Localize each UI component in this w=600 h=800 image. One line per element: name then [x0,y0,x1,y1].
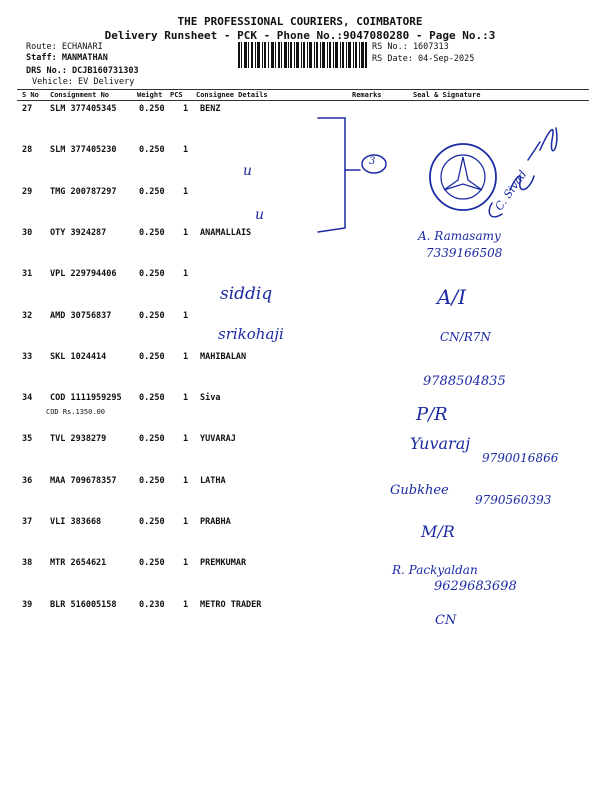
row-consignment: MTR 2654621 [50,558,107,568]
phone-row-38: 9629683698 [434,579,517,594]
row-consignment: TVL 2938279 [50,434,107,444]
row-consignment: COD 1111959295 [50,393,122,403]
row-sno: 39 [22,600,33,610]
phone-row-30: 7339166508 [426,246,503,260]
signature-row-32: CN/R7N [440,330,491,344]
runsheet-subtitle: Delivery Runsheet - PCK - Phone No.:9047080280 - Page No.:3 [104,29,496,42]
row-sno: 34 [22,393,33,403]
handwritten-name-31: siddiq [220,284,273,304]
row-pcs: 1 [183,228,189,238]
row-consignment: OTY 3924287 [50,228,107,238]
row-consignee: LATHA [200,476,226,486]
row-sno: 28 [22,145,33,155]
row-pcs: 1 [183,145,189,155]
row-weight: 0.230 [139,600,165,610]
row-sno: 37 [22,517,33,527]
signature-row-39: CN [435,613,457,628]
row-weight: 0.250 [139,517,165,527]
row-weight: 0.250 [139,187,165,197]
row-pcs: 1 [183,600,189,610]
company-title: THE PROFESSIONAL COURIERS, COIMBATORE [177,15,423,28]
row-weight: 0.250 [139,311,165,321]
row-consignee: ANAMALLAIS [200,228,252,238]
row-consignment: BLR 516005158 [50,600,117,610]
route-label: Route: ECHANARI [26,42,103,52]
drs-number: DRS No.: DCJB160731303 [26,66,139,76]
row-sno: 35 [22,434,33,444]
phone-row-36: 9790560393 [475,493,552,507]
row-weight: 0.250 [139,228,165,238]
row-pcs: 1 [183,311,189,321]
row-sno: 36 [22,476,33,486]
row-sno: 33 [22,352,33,362]
row-consignment: SLM 377405345 [50,104,117,114]
row-consignee: Siva [200,393,221,403]
row-weight: 0.250 [139,104,165,114]
phone-row-35: 9790016866 [482,451,559,465]
bracket-mark [318,118,345,232]
col-seal: Seal & Signature [413,91,481,99]
staff-label: Staff: MANMATHAN [26,53,108,63]
col-remarks: Remarks [352,91,382,99]
col-sno: S No [22,91,39,99]
rs-date: RS Date: 04-Sep-2025 [372,54,475,64]
signature-row-37: M/R [421,522,455,541]
row-pcs: 1 [183,352,189,362]
row-sno: 32 [22,311,33,321]
row-consignment: AMD 30756837 [50,311,112,321]
row-consignee: PRABHA [200,517,231,527]
row-consignment: SKL 1024414 [50,352,107,362]
row-consignment: VLI 383668 [50,517,102,527]
cod-amount-note: COD Rs.1350.00 [46,408,106,416]
row-consignee: BENZ [200,104,221,114]
row-sno: 30 [22,228,33,238]
row-weight: 0.250 [139,352,165,362]
company-stamp [430,144,496,210]
row-consignment: VPL 229794406 [50,269,117,279]
row-weight: 0.250 [139,476,165,486]
signature-row-31: A/I [437,285,467,309]
signature-row-35: Yuvaraj [410,434,471,453]
row-pcs: 1 [183,104,189,114]
handwritten-name-32: srikohaji [218,325,284,343]
row-pcs: 1 [183,187,189,197]
row-pcs: 1 [183,269,189,279]
row-consignee: MAHIBALAN [200,352,247,362]
row-pcs: 1 [183,393,189,403]
signature-row-27: C. Sivad [492,167,530,214]
row-pcs: 1 [183,434,189,444]
row-pcs: 1 [183,517,189,527]
row-sno: 27 [22,104,33,114]
row-sno: 38 [22,558,33,568]
row-sno: 29 [22,187,33,197]
signature-row-30: A. Ramasamy [418,229,501,243]
signature-row-34: P/R [416,404,448,425]
row-consignee: METRO TRADER [200,600,262,610]
circled-number: 3 [369,156,376,167]
col-pcs: PCS [170,91,183,99]
row-weight: 0.250 [139,145,165,155]
signature-row-36: Gubkhee [390,483,449,498]
row-consignment: SLM 377405230 [50,145,117,155]
handwritten-mark-29: u [255,207,265,223]
row-consignee: YUVARAJ [200,434,236,444]
signature-row-38: R. Packyaldan [392,563,478,577]
row-pcs: 1 [183,476,189,486]
row-consignment: TMG 200787297 [50,187,117,197]
row-weight: 0.250 [139,558,165,568]
row-weight: 0.250 [139,434,165,444]
row-pcs: 1 [183,558,189,568]
handwritten-mark-28: u [243,163,253,179]
col-weight: Weight [137,91,163,99]
row-weight: 0.250 [139,269,165,279]
col-consignment: Consignment No [50,91,110,99]
row-consignment: MAA 709678357 [50,476,117,486]
col-consignee: Consignee Details [196,91,268,99]
vehicle-label: Vehicle: EV Delivery [32,77,135,87]
row-consignee: PREMKUMAR [200,558,247,568]
rs-number: RS No.: 1607313 [372,42,449,52]
phone-row-33: 9788504835 [423,374,506,389]
row-sno: 31 [22,269,33,279]
row-weight: 0.250 [139,393,165,403]
